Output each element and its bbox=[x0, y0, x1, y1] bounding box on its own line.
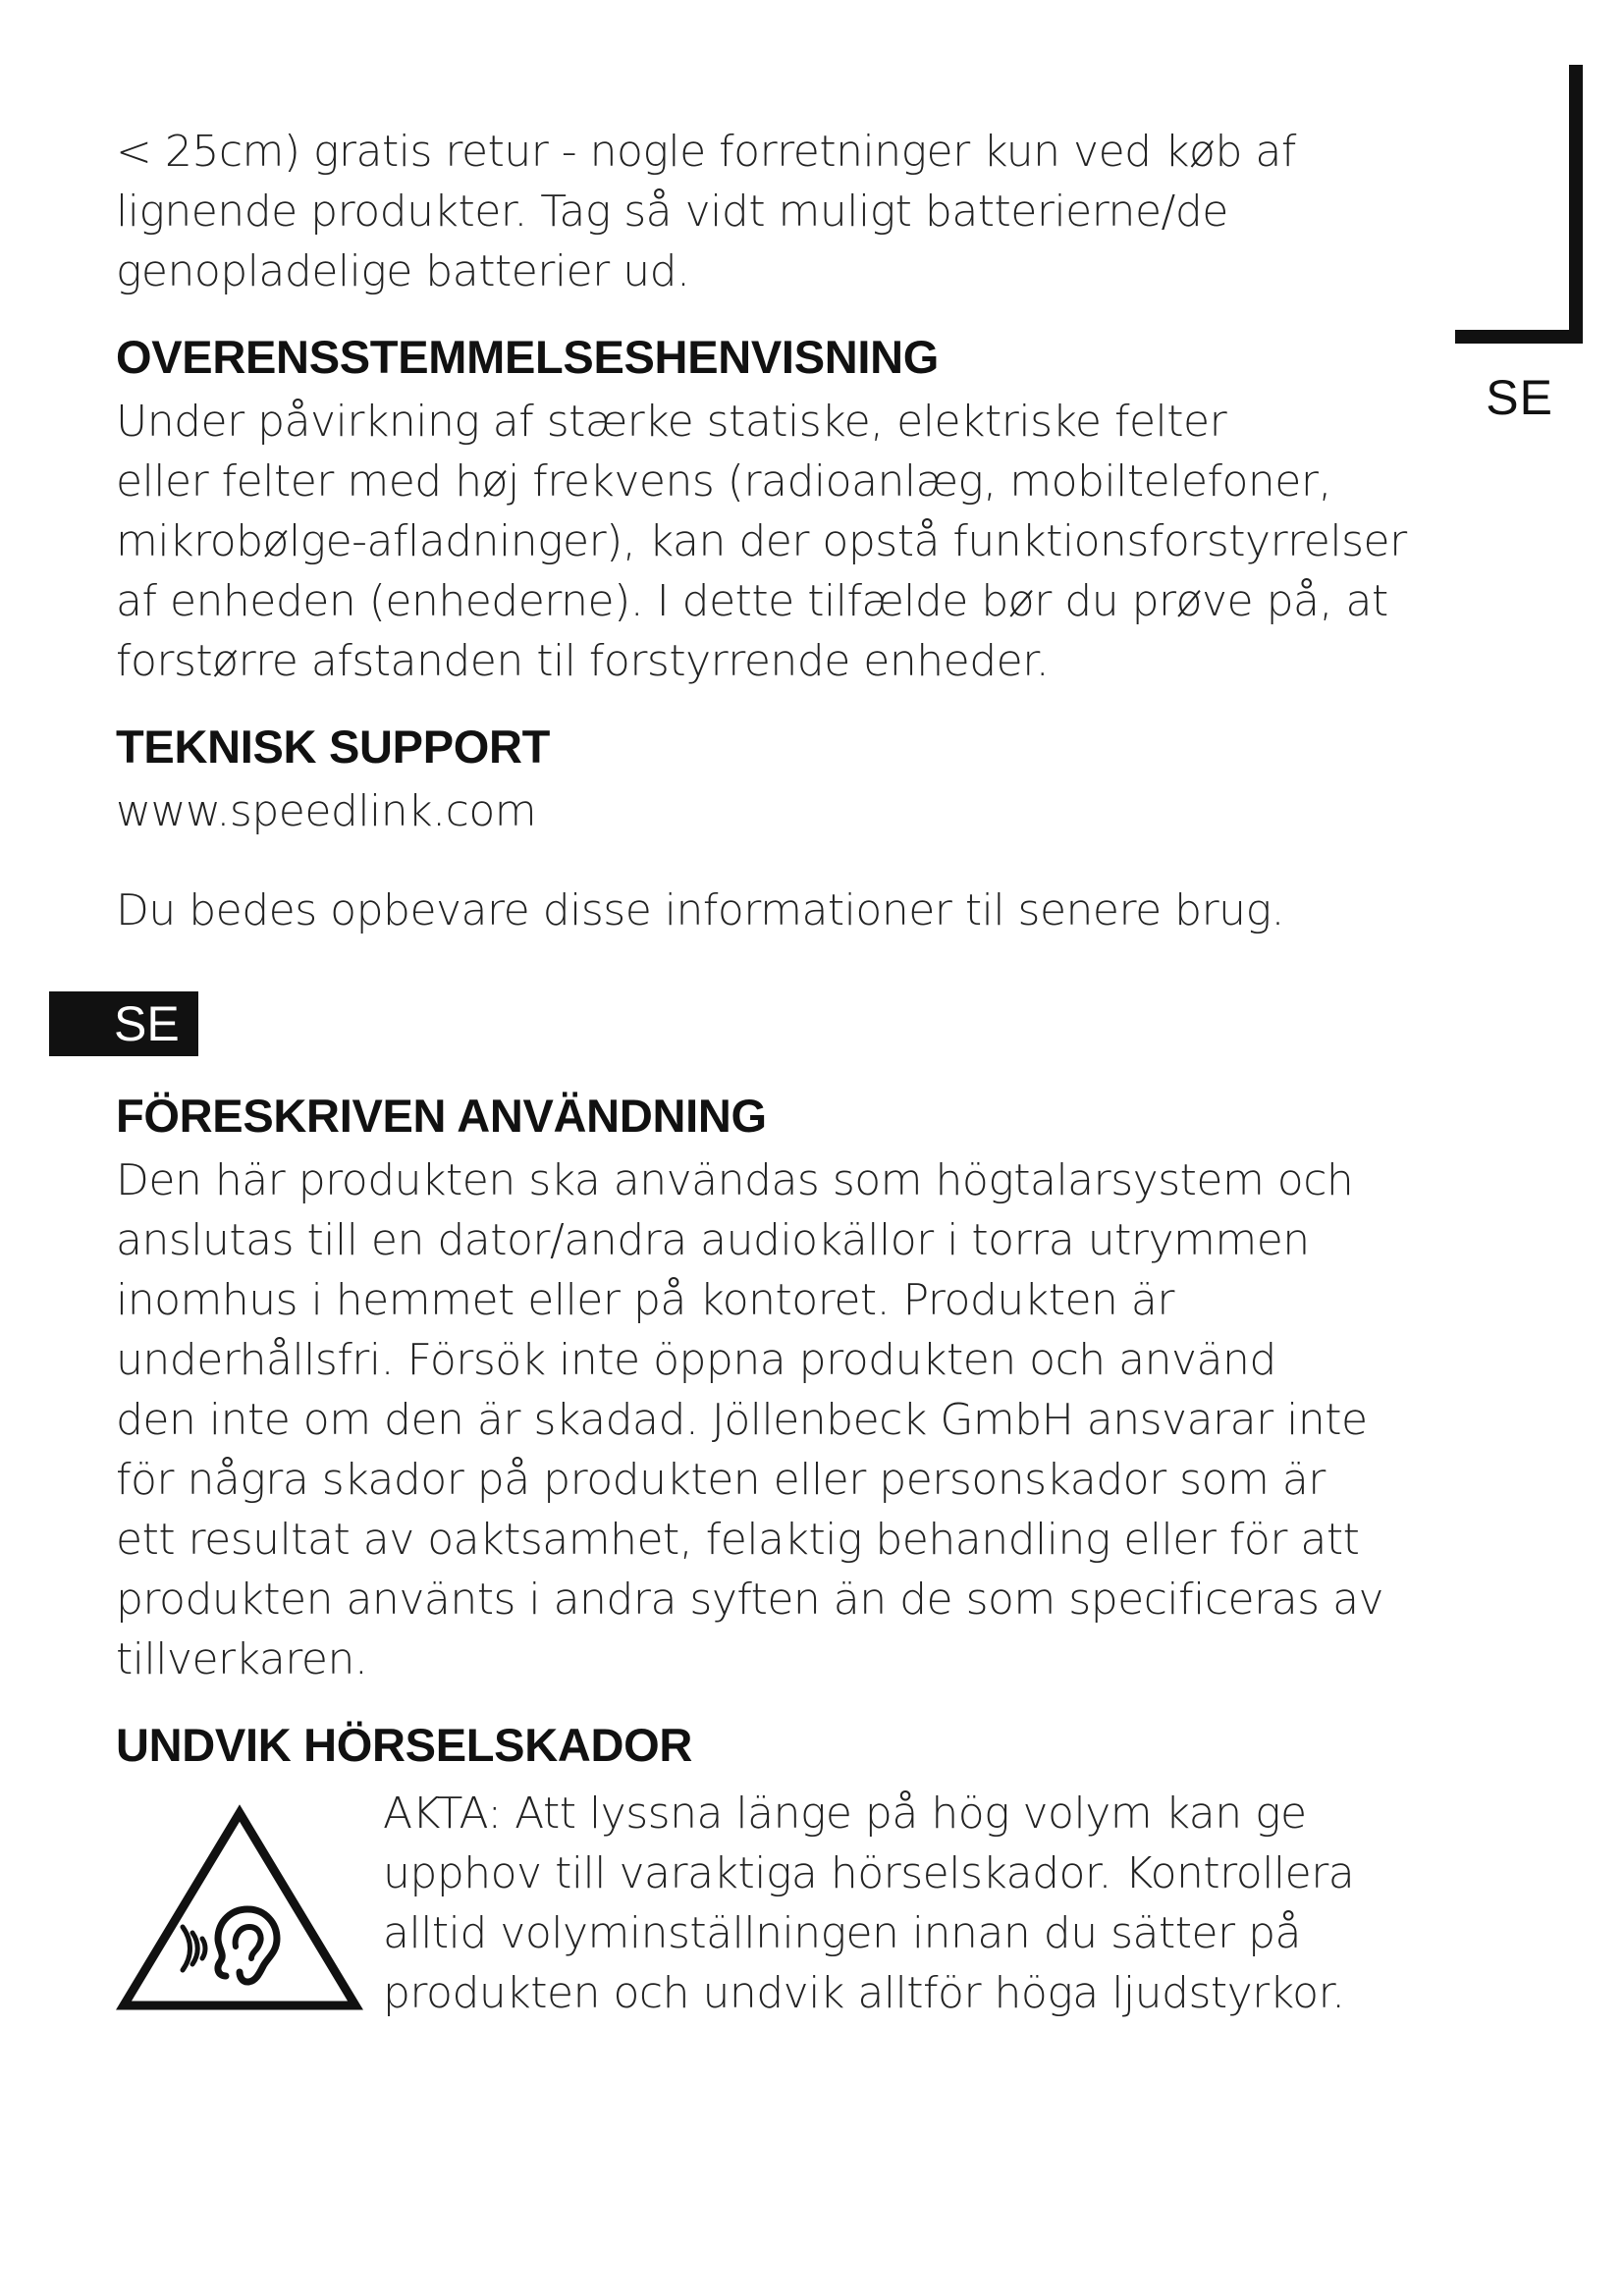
text-line: den inte om den är skadad. Jöllenbeck GmbH ansvarar inte bbox=[116, 1395, 1368, 1445]
page-language-label: SE bbox=[1486, 370, 1553, 425]
hearing-warning bbox=[116, 1784, 1412, 2023]
text-line: Under påvirkning af stærke statiske, elektriske felter bbox=[116, 397, 1227, 447]
text-line: AKTA: Att lyssna länge på hög volym kan ge bbox=[383, 1789, 1307, 1839]
text-line: Den här produkten ska användas som högtalarsystem och bbox=[116, 1155, 1354, 1205]
text-line: alltid volyminställningen innan du sätter på bbox=[383, 1908, 1301, 1958]
hearing-warning-text bbox=[383, 1784, 1412, 2023]
text-line: af enheden (enhederne). I dette tilfælde bør du prøve på, at bbox=[116, 576, 1388, 626]
text-line: ett resultat av oaktsamhet, felaktig behandling eller för att bbox=[116, 1515, 1360, 1565]
text-line: < 25cm) gratis retur - nogle forretninger kun ved køb af bbox=[116, 127, 1296, 177]
dk-intro-paragraph bbox=[116, 122, 1412, 301]
text-line: mikrobølge-afladninger), kan der opstå funktionsforstyrrelser bbox=[116, 516, 1407, 566]
text-line: för några skador på produkten eller personskador som är bbox=[116, 1455, 1326, 1505]
section-language-badge: SE bbox=[49, 991, 198, 1056]
text-line: forstørre afstanden til forstyrrende enheder. bbox=[116, 636, 1050, 686]
text-line: genopladelige batterier ud. bbox=[116, 246, 690, 296]
text-line: upphov till varaktiga hörselskador. Kontrollera bbox=[383, 1848, 1355, 1898]
document-content bbox=[116, 122, 1412, 2023]
heading-technical-support: TEKNISK SUPPORT bbox=[116, 721, 551, 773]
text-line: tillverkaren. bbox=[116, 1634, 368, 1684]
intended-use-paragraph bbox=[116, 1150, 1412, 1689]
text-line: eller felter med høj frekvens (radioanlæg, mobiltelefoner, bbox=[116, 456, 1331, 507]
heading-conformity: OVERENSSTEMMELSESHENVISNING bbox=[116, 331, 940, 383]
text-line: produkten och undvik alltför höga ljudstyrkor. bbox=[383, 1968, 1345, 2018]
page-corner-mark bbox=[1455, 65, 1583, 344]
heading-hearing-damage: UNDVIK HÖRSELSKADOR bbox=[116, 1719, 693, 1771]
keep-info-note: Du bedes opbevare disse informationer til senere brug. bbox=[116, 885, 1284, 935]
conformity-paragraph bbox=[116, 392, 1412, 691]
text-line: produkten använts i andra syften än de som specificeras av bbox=[116, 1575, 1384, 1625]
heading-intended-use: FÖRESKRIVEN ANVÄNDNING bbox=[116, 1090, 767, 1142]
text-line: inomhus i hemmet eller på kontoret. Produkten är bbox=[116, 1275, 1174, 1325]
text-line: lignende produkter. Tag så vidt muligt batterierne/de bbox=[116, 187, 1228, 237]
text-line: anslutas till en dator/andra audiokällor i torra utrymmen bbox=[116, 1215, 1310, 1265]
support-url: www.speedlink.com bbox=[116, 786, 537, 836]
text-line: underhållsfri. Försök inte öppna produkten och använd bbox=[116, 1335, 1276, 1385]
hearing-warning-icon bbox=[116, 1801, 363, 2017]
